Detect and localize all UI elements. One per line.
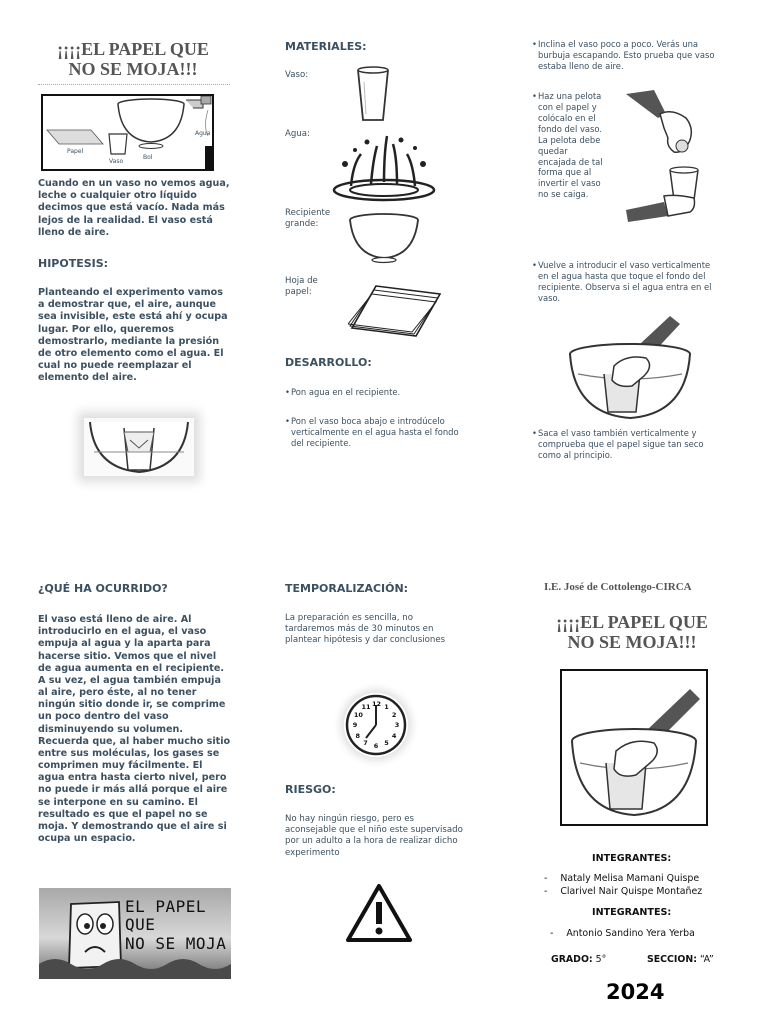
grado-label: GRADO: bbox=[551, 954, 593, 965]
cover-title bbox=[538, 613, 726, 653]
material-hoja-label: Hoja de papel: bbox=[285, 276, 318, 298]
brochure-title bbox=[38, 40, 228, 80]
papel-banner-image bbox=[39, 888, 231, 979]
hand-with-paper-icon bbox=[624, 88, 700, 158]
desarrollo-step-1: • Pon agua en el recipiente. bbox=[291, 387, 466, 398]
grado-info bbox=[551, 954, 606, 965]
member-3-name: Antonio Sandino Yera Yerba bbox=[566, 928, 695, 939]
member-3 bbox=[550, 928, 695, 939]
bowl-icon bbox=[348, 212, 420, 264]
clock-number: 2 bbox=[391, 710, 397, 719]
title-line-2: NO SE MOJA!!! bbox=[68, 58, 198, 79]
step-inclina: • Inclina el vaso poco a poco. Verás una burbuja escapando. Esto prueba que vaso estaba lleno de aire. bbox=[538, 39, 723, 72]
clock-number: 8 bbox=[355, 731, 361, 740]
integrantes-label-2: INTEGRANTES: bbox=[592, 907, 672, 918]
step-pelota: • Haz una pelota con el papel y colócalo en el fondo del vaso. La pelota debe quedar encajada de tal forma que al invertir el vaso no se caiga. bbox=[538, 91, 608, 200]
clock-number: 11 bbox=[361, 702, 371, 711]
hand-holding-glass-icon bbox=[624, 166, 700, 224]
hipotesis-heading: HIPOTESIS: bbox=[38, 257, 109, 270]
member-2-name: Clarivel Nair Quispe Montañez bbox=[560, 886, 703, 897]
cover-title-line-2: NO SE MOJA!!! bbox=[567, 631, 697, 652]
banner-line-1: EL PAPEL QUE bbox=[125, 897, 207, 935]
material-agua-label: Agua: bbox=[285, 129, 310, 139]
cover-illustration bbox=[560, 669, 708, 826]
clock-number: 5 bbox=[384, 739, 389, 748]
clock-number: 12 bbox=[372, 700, 382, 708]
grado-value: 5° bbox=[595, 954, 607, 965]
temporalizacion-heading: TEMPORALIZACIÓN: bbox=[285, 582, 409, 595]
school-name: I.E. José de Cottolengo-CIRCA bbox=[544, 581, 692, 593]
clock-icon bbox=[344, 693, 408, 757]
cover-title-line-1: ¡¡¡¡EL PAPEL QUE bbox=[556, 612, 708, 632]
clock-number: 9 bbox=[352, 721, 358, 729]
fig-label-papel: Papel bbox=[67, 148, 84, 155]
glass-icon bbox=[355, 66, 391, 124]
title-line-1: ¡¡¡¡EL PAPEL QUE bbox=[57, 39, 209, 59]
member-2-dash: - bbox=[544, 886, 548, 897]
seccion-label: SECCION: bbox=[647, 954, 697, 965]
desarrollo-step-2: • Pon el vaso boca abajo e introdúcelo verticalmente en el agua hasta el fondo del recipiente. bbox=[291, 416, 466, 449]
banner-text bbox=[125, 898, 231, 953]
desarrollo-heading: DESARROLLO: bbox=[285, 356, 372, 369]
step-saca: • Saca el vaso también verticalmente y comprueba que el papel sigue tan seco como al principio. bbox=[538, 428, 723, 461]
clock-number: 7 bbox=[363, 739, 368, 748]
year: 2024 bbox=[606, 980, 665, 1004]
materiales-heading: MATERIALES: bbox=[285, 40, 367, 53]
seccion-value: “A” bbox=[699, 954, 714, 965]
materials-illustration bbox=[41, 94, 214, 171]
member-1-dash: - bbox=[544, 873, 548, 884]
integrantes-label-1: INTEGRANTES: bbox=[592, 853, 672, 864]
glass-in-bowl-photo bbox=[84, 418, 194, 476]
clock-number: 10 bbox=[353, 710, 363, 719]
riesgo-heading: RIESGO: bbox=[285, 783, 336, 796]
ocurrido-heading: ¿QUÉ HA OCURRIDO? bbox=[38, 582, 168, 595]
water-splash-icon bbox=[331, 134, 437, 204]
clock-number: 4 bbox=[391, 731, 397, 740]
hipotesis-text: Planteando el experimento vamos a demostrar que, el aire, aunque sea invisible, este está ahí y ocupa lugar. Por ello, queremos demostrarlo, mediante la presión de otro elemento como el agua. El cual no puede reemplazar el elemento del aire. bbox=[38, 287, 228, 384]
clock-number: 1 bbox=[384, 702, 389, 711]
warning-icon bbox=[344, 882, 414, 944]
member-3-dash: - bbox=[550, 928, 554, 939]
fig-label-vaso: Vaso bbox=[109, 158, 124, 165]
clock-number: 3 bbox=[394, 721, 400, 729]
riesgo-text: No hay ningún riesgo, pero es aconsejable que el niño este supervisado por un adulto a la hora de realizar dicho experimento bbox=[285, 814, 463, 858]
hand-pushing-glass-in-bowl bbox=[566, 314, 694, 424]
cover-figure bbox=[562, 671, 706, 824]
title-divider bbox=[38, 84, 230, 85]
member-2 bbox=[544, 886, 702, 897]
materials-figure bbox=[43, 96, 212, 169]
member-1 bbox=[544, 873, 699, 884]
step-vuelve: • Vuelve a introducir el vaso verticalmente en el agua hasta que toque el fondo del recipiente. Observa si el agua entra en el vaso. bbox=[538, 260, 723, 304]
member-1-name: Nataly Melisa Mamani Quispe bbox=[560, 873, 700, 884]
paper-stack-icon bbox=[348, 282, 444, 340]
banner-line-2: NO SE MOJA bbox=[125, 933, 227, 953]
ocurrido-text: El vaso está lleno de aire. Al introducirlo en el agua, el vaso empuja al agua y la aparta para hacerse sitio. Vemos que el nivel de agua aumenta en el recipiente. A su vez, el agua también empuja al aire, pero éste, al no tener ningún sitio donde ir, se comprime un poco dentro del vaso disminuyendo su volumen. Recuerda que, al haber mucho sitio entre sus moléculas, los gases se comprimen muy fácilmente. El agua entra hasta cierto nivel, pero no puede ir más allá porque el aire se interpone en su camino. El resultado es que el papel no se moja. Y demostrando que el aire si ocupa un espacio. bbox=[38, 614, 231, 845]
fig-label-bol: Bol bbox=[143, 154, 153, 161]
fig-label-agua: Agua bbox=[195, 130, 211, 137]
water-wave-icon bbox=[39, 954, 231, 979]
glass-in-bowl-figure bbox=[84, 418, 194, 476]
material-vaso-label: Vaso: bbox=[285, 70, 309, 80]
temporalizacion-text: La preparación es sencilla, no tardaremos más de 30 minutos en plantear hipótesis y dar conclusiones bbox=[285, 613, 446, 646]
seccion-info bbox=[647, 954, 714, 965]
material-recipiente-label: Recipiente grande: bbox=[285, 208, 331, 230]
intro-text: Cuando en un vaso no vemos agua, leche o cualquier otro líquido decimos que está vacío. Nada más lejos de la realidad. El vaso está lleno de aire. bbox=[38, 178, 230, 238]
clock-number: 6 bbox=[373, 742, 379, 750]
